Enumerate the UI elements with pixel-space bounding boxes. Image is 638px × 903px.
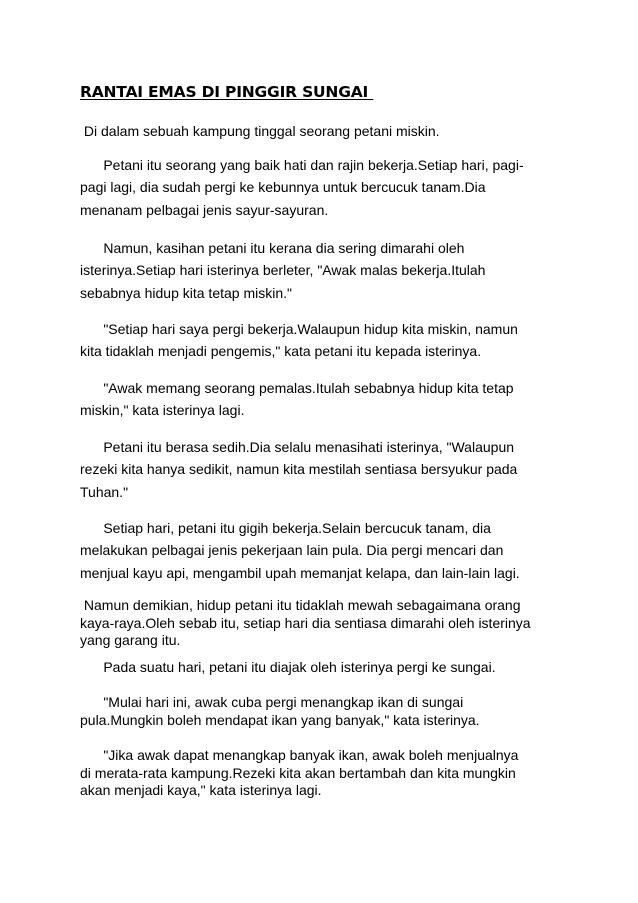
- text-line: Pada suatu hari, petani itu diajak oleh isterinya pergi ke sungai.: [80, 659, 496, 675]
- text-line: menjual kayu api, mengambil upah memanjat kelapa, dan lain-lain lagi.: [80, 564, 520, 581]
- text-line: menanam pelbagai jenis sayur-sayuran.: [80, 201, 329, 218]
- paragraph-6: [80, 436, 570, 503]
- paragraph-9: [80, 659, 570, 677]
- paragraph-8: [80, 597, 570, 650]
- paragraph-4: [80, 318, 570, 363]
- text-line: miskin," kata isterinya lagi.: [80, 402, 245, 419]
- text-line: pula.Mungkin boleh mendapat ikan yang banyak," kata isterinya.: [80, 711, 480, 728]
- paragraph-11: [80, 747, 570, 800]
- text-line: sebabnya hidup kita tetap miskin.": [80, 284, 292, 301]
- text-line: pagi lagi, dia sudah pergi ke kebunnya untuk bercucuk tanam.Dia: [80, 179, 486, 196]
- text-line: di merata-rata kampung.Rezeki kita akan bertambah dan kita mungkin: [80, 764, 516, 781]
- text-line: yang garang itu.: [80, 632, 181, 649]
- text-line: kaya-raya.Oleh sebab itu, setiap hari dia sentiasa dimarahi oleh isterinya: [80, 614, 531, 631]
- paragraph-2: [80, 154, 570, 221]
- text-line: Petani itu berasa sedih.Dia selalu menasihati isterinya, "Walaupun: [80, 439, 515, 455]
- text-line: Di dalam sebuah kampung tinggal seorang petani miskin.: [80, 123, 440, 139]
- text-line: Namun demikian, hidup petani itu tidaklah mewah sebagaimana orang: [80, 597, 521, 613]
- text-line: kita tidaklah menjadi pengemis," kata petani itu kepada isterinya.: [80, 343, 482, 360]
- text-line: Setiap hari, petani itu gigih bekerja.Selain bercucuk tanam, dia: [80, 520, 491, 536]
- text-line: "Setiap hari saya pergi bekerja.Walaupun hidup kita miskin, namun: [80, 321, 518, 337]
- paragraph-5: [80, 377, 570, 422]
- paragraph-1: [80, 120, 570, 142]
- paragraph-10: [80, 694, 570, 729]
- text-line: akan menjadi kaya," kata isterinya lagi.: [80, 782, 322, 799]
- text-line: isterinya.Setiap hari isterinya berleter, "Awak malas bekerja.Itulah: [80, 262, 486, 279]
- paragraph-3: [80, 237, 570, 304]
- text-line: Namun, kasihan petani itu kerana dia sering dimarahi oleh: [80, 240, 465, 256]
- text-line: melakukan pelbagai jenis pekerjaan lain pula. Dia pergi mencari dan: [80, 542, 504, 559]
- text-line: "Awak memang seorang pemalas.Itulah sebabnya hidup kita tetap: [80, 380, 514, 396]
- document-title: RANTAI EMAS DI PINGGIR SUNGAI: [80, 83, 374, 101]
- paragraph-7: [80, 517, 570, 584]
- text-line: "Jika awak dapat menangkap banyak ikan, awak boleh menjualnya: [80, 747, 519, 763]
- text-line: rezeki kita hanya sedikit, namun kita mestilah sentiasa bersyukur pada: [80, 461, 518, 478]
- text-line: Tuhan.": [80, 483, 129, 500]
- text-line: "Mulai hari ini, awak cuba pergi menangkap ikan di sungai: [80, 694, 464, 710]
- text-line: Petani itu seorang yang baik hati dan rajin bekerja.Setiap hari, pagi-: [80, 157, 524, 173]
